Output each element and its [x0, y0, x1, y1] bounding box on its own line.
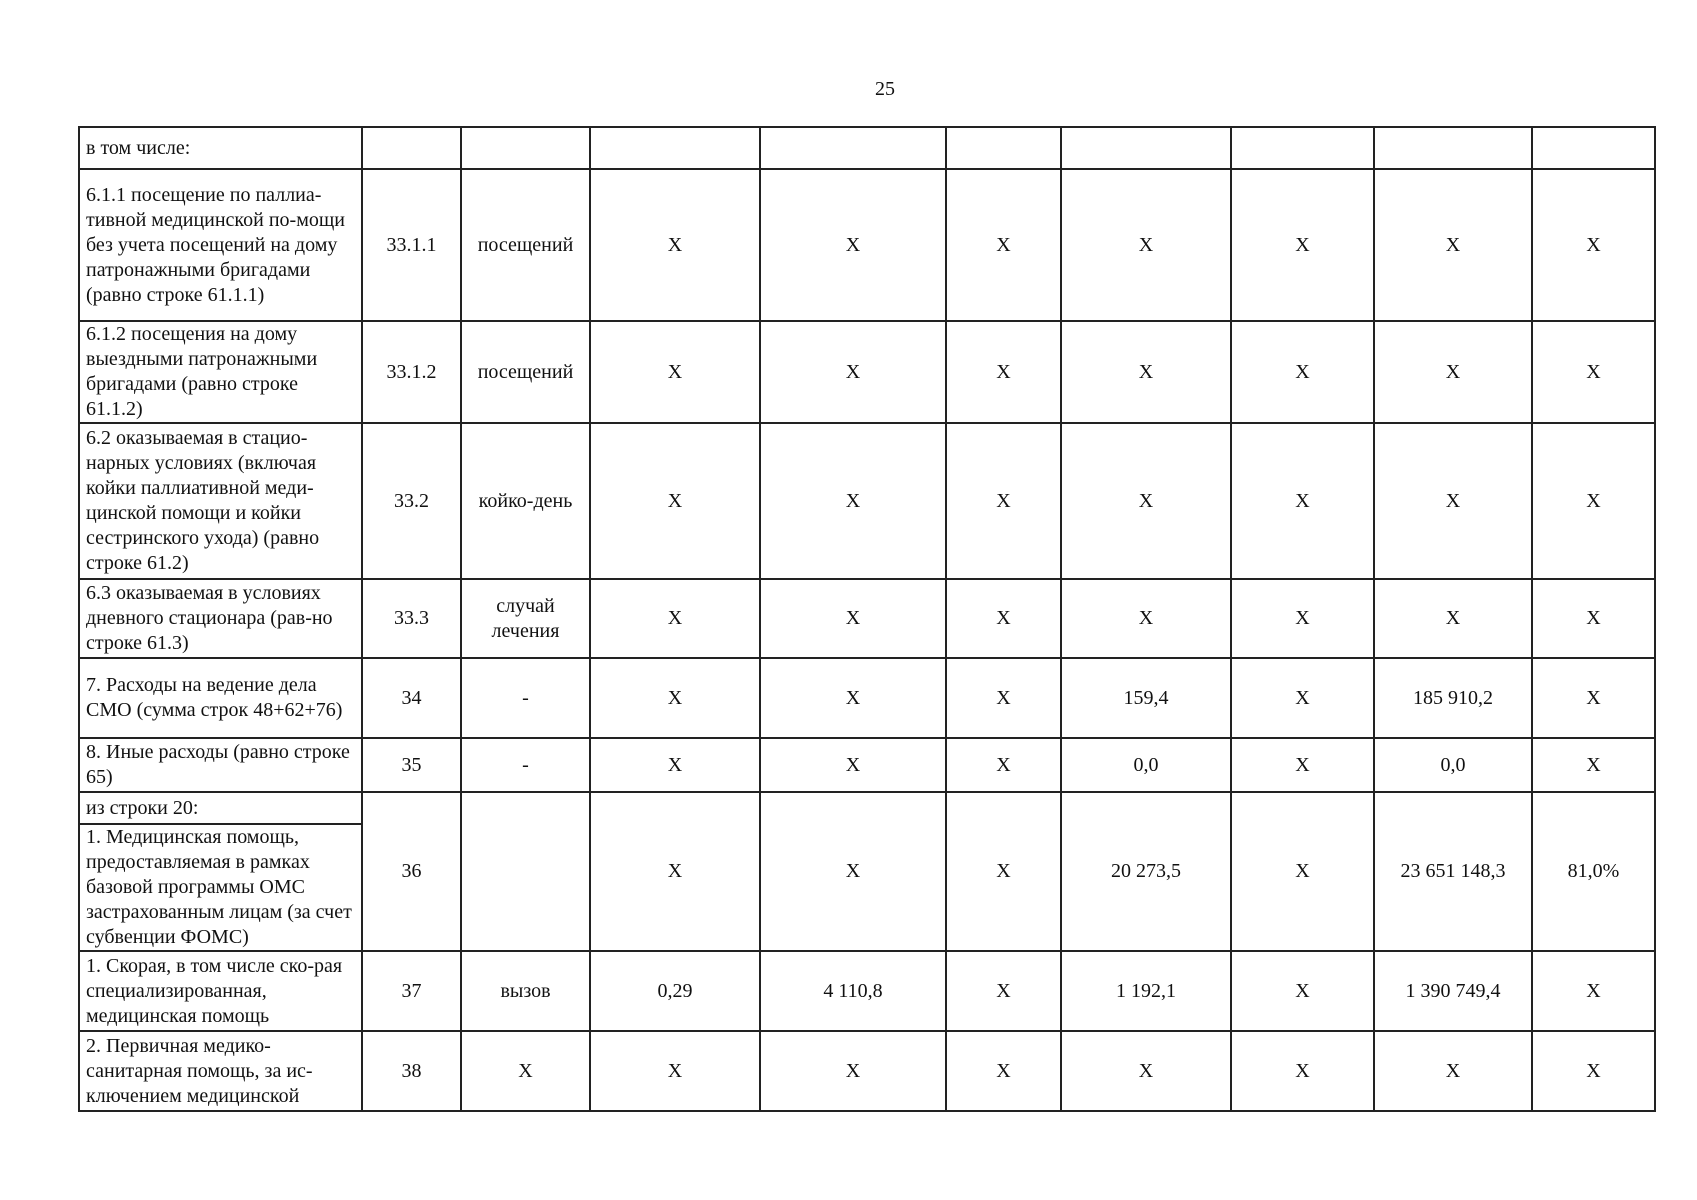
value-cell: X [760, 321, 946, 423]
empty-cell [1231, 127, 1374, 169]
value-cell: X [1532, 951, 1655, 1031]
unit-cell: посещений [461, 169, 590, 321]
row-number: 34 [362, 658, 461, 738]
row-label: 6.1.1 посещение по паллиа-тивной медицинской по-мощи без учета посещений на дому патронажными бригадами (равно строке 61.1.1) [79, 169, 362, 321]
value-cell: X [946, 658, 1061, 738]
value-cell: X [1532, 169, 1655, 321]
value-cell: X [590, 321, 760, 423]
empty-cell [461, 127, 590, 169]
value-cell: 159,4 [1061, 658, 1231, 738]
row-number: 33.1.2 [362, 321, 461, 423]
value-cell: 81,0% [1532, 792, 1655, 951]
value-cell: X [590, 792, 760, 951]
value-cell: X [946, 579, 1061, 658]
value-cell: X [1231, 423, 1374, 579]
value-cell: X [1231, 792, 1374, 951]
table-row [79, 658, 1655, 738]
table-row [79, 792, 1655, 824]
value-cell: X [760, 579, 946, 658]
empty-cell [1374, 127, 1532, 169]
row-label: 1. Скорая, в том числе ско-рая специализированная, медицинская помощь [79, 951, 362, 1031]
empty-cell [946, 127, 1061, 169]
empty-cell [1061, 127, 1231, 169]
value-cell: X [1374, 579, 1532, 658]
row-number: 33.1.1 [362, 169, 461, 321]
row-label: из строки 20: [79, 792, 362, 824]
unit-cell [461, 579, 590, 658]
unit-cell: вызов [461, 951, 590, 1031]
value-cell: X [1061, 579, 1231, 658]
row-number: 35 [362, 738, 461, 792]
table-row [79, 169, 1655, 321]
empty-cell [1532, 127, 1655, 169]
value-cell: X [590, 1031, 760, 1111]
value-cell: X [1374, 423, 1532, 579]
value-cell: X [1231, 658, 1374, 738]
table-row [79, 321, 1655, 423]
value-cell: X [1231, 579, 1374, 658]
value-cell: X [1374, 169, 1532, 321]
unit-line: лечения [491, 619, 560, 642]
table-row [79, 1031, 1655, 1111]
value-cell: X [1231, 738, 1374, 792]
empty-cell [590, 127, 760, 169]
value-cell: X [760, 792, 946, 951]
value-cell: X [760, 169, 946, 321]
unit-cell: X [461, 1031, 590, 1111]
value-cell: X [760, 658, 946, 738]
value-cell: 0,0 [1374, 738, 1532, 792]
value-cell: X [590, 658, 760, 738]
value-cell: 4 110,8 [760, 951, 946, 1031]
value-cell: X [946, 321, 1061, 423]
value-cell: X [1374, 1031, 1532, 1111]
row-label: 7. Расходы на ведение дела СМО (сумма строк 48+62+76) [79, 658, 362, 738]
value-cell: X [590, 423, 760, 579]
value-cell: X [1061, 423, 1231, 579]
row-number: 33.3 [362, 579, 461, 658]
value-cell: 185 910,2 [1374, 658, 1532, 738]
value-cell: X [1231, 169, 1374, 321]
value-cell: X [946, 792, 1061, 951]
value-cell: X [760, 1031, 946, 1111]
table-row [79, 951, 1655, 1031]
value-cell: X [590, 169, 760, 321]
row-number: 38 [362, 1031, 461, 1111]
value-cell: X [1532, 1031, 1655, 1111]
value-cell: X [1061, 169, 1231, 321]
value-cell: X [1532, 579, 1655, 658]
unit-cell: - [461, 658, 590, 738]
value-cell: 23 651 148,3 [1374, 792, 1532, 951]
unit-cell: посещений [461, 321, 590, 423]
table-row [79, 127, 1655, 169]
value-cell: X [946, 1031, 1061, 1111]
value-cell: X [1532, 423, 1655, 579]
value-cell: X [590, 738, 760, 792]
table-row [79, 423, 1655, 579]
financing-table [78, 126, 1656, 1112]
row-number: 36 [362, 792, 461, 951]
value-cell: 20 273,5 [1061, 792, 1231, 951]
unit-cell: койко-день [461, 423, 590, 579]
table-row [79, 579, 1655, 658]
value-cell: X [1231, 321, 1374, 423]
value-cell: X [1374, 321, 1532, 423]
value-cell: X [1532, 321, 1655, 423]
value-cell: 0,29 [590, 951, 760, 1031]
unit-cell [461, 792, 590, 951]
value-cell: 0,0 [1061, 738, 1231, 792]
value-cell: X [1532, 738, 1655, 792]
row-label: 6.1.2 посещения на дому выездными патронажными бригадами (равно строке 61.1.2) [79, 321, 362, 423]
value-cell: X [760, 423, 946, 579]
value-cell: 1 390 749,4 [1374, 951, 1532, 1031]
value-cell: X [1532, 658, 1655, 738]
row-label: 8. Иные расходы (равно строке 65) [79, 738, 362, 792]
value-cell: X [946, 423, 1061, 579]
value-cell: X [1061, 321, 1231, 423]
row-label: 2. Первичная медико-санитарная помощь, за ис-ключением медицинской [79, 1031, 362, 1111]
row-label: 1. Медицинская помощь, предоставляемая в рамках базовой программы ОМС застрахованным лицам (за счет субвенции ФОМС) [79, 824, 362, 951]
page-number: 25 [875, 78, 895, 100]
value-cell: X [1231, 951, 1374, 1031]
empty-cell [362, 127, 461, 169]
value-cell: X [760, 738, 946, 792]
row-label: 6.3 оказываемая в условиях дневного стационара (рав-но строке 61.3) [79, 579, 362, 658]
value-cell: X [946, 738, 1061, 792]
value-cell: X [1061, 1031, 1231, 1111]
unit-cell: - [461, 738, 590, 792]
value-cell: 1 192,1 [1061, 951, 1231, 1031]
row-label: в том числе: [79, 127, 362, 169]
row-label: 6.2 оказываемая в стацио-нарных условиях (включая койки паллиативной меди-цинской помощи и койки сестринского ухода) (равно строке 61.2) [79, 423, 362, 579]
unit-line: случай [496, 594, 555, 617]
row-number: 37 [362, 951, 461, 1031]
value-cell: X [590, 579, 760, 658]
value-cell: X [1231, 1031, 1374, 1111]
table-row [79, 738, 1655, 792]
row-number: 33.2 [362, 423, 461, 579]
value-cell: X [946, 951, 1061, 1031]
empty-cell [760, 127, 946, 169]
value-cell: X [946, 169, 1061, 321]
